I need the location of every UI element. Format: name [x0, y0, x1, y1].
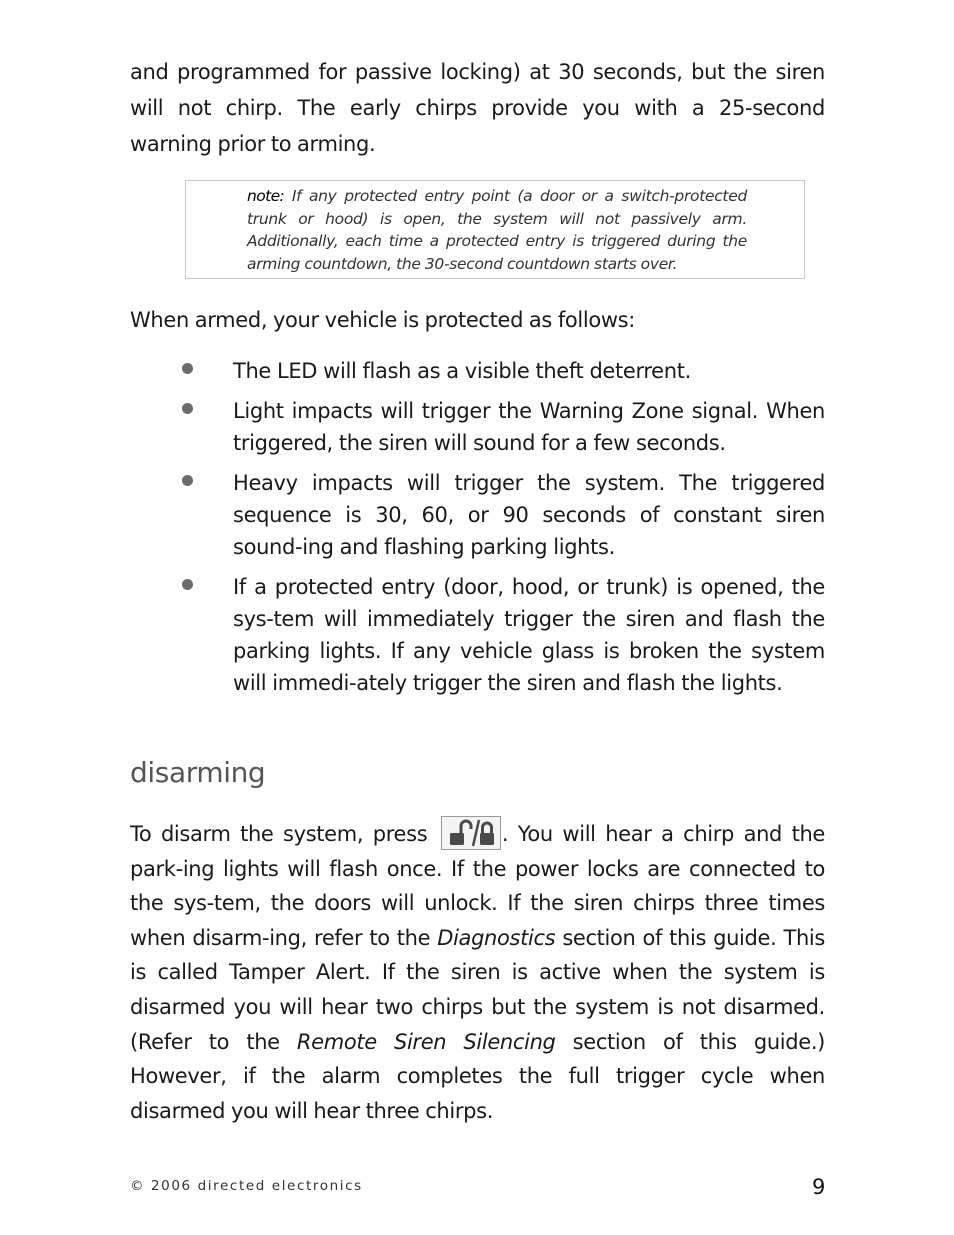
disarm-text-part: section of this guide.) However, if the alarm completes the full trigger cycle when disarmed you will hear three chirps.	[130, 1029, 825, 1123]
disarm-text-part: . You will hear a chirp and the park-ing lights will flash once. If the power locks are connected to the sys-tem, the doors will unlock. If the siren chirps three times when disarm-ing, refer to the	[130, 822, 825, 950]
list-item: The LED will flash as a visible theft deterrent.	[233, 359, 691, 383]
intro-paragraph: and programmed for passive locking) at 30 seconds, but the siren will not chirp. The early chirps provide you with a 25-second warning prior to arming.	[130, 60, 825, 156]
section-heading-disarming: disarming	[130, 756, 266, 789]
armed-lead-paragraph: When armed, your vehicle is protected as follows:	[130, 308, 635, 332]
bullet-dot-icon	[182, 363, 193, 374]
note-body: If any protected entry point (a door or a switch-protected trunk or hood) is open, the system will not passively arm. Additionally, each time a protected entry is triggered during the arming countdown, the 30-second countdown starts over.	[247, 187, 747, 273]
note-box	[185, 180, 805, 279]
remote-siren-reference: Remote Siren Silencing	[296, 1029, 556, 1054]
bullet-dot-icon	[182, 579, 193, 590]
footer-copyright: © 2006 directed electronics	[130, 1178, 363, 1194]
bullet-dot-icon	[182, 403, 193, 414]
list-item: If a protected entry (door, hood, or trunk) is opened, the sys-tem will immediately trigger the siren and flash the parking lights. If any vehicle glass is broken the system will immedi-ately trigger the siren and flash the lights.	[233, 575, 825, 695]
note-label: note:	[247, 187, 285, 205]
bullet-dot-icon	[182, 475, 193, 486]
note-text-block	[247, 185, 747, 275]
disarming-paragraph	[130, 816, 825, 1128]
list-item: Light impacts will trigger the Warning Zone signal. When triggered, the siren will sound for a few seconds.	[233, 399, 825, 455]
disarm-text-part: To disarm the system, press	[130, 822, 437, 846]
list-item: Heavy impacts will trigger the system. The triggered sequence is 30, 60, or 90 seconds of constant siren sound-ing and flashing parking lights.	[233, 471, 825, 559]
lock-unlock-icon	[441, 816, 501, 850]
disarm-text-part: section of this guide. This is called Tamper Alert. If the siren is active when the system is disarmed you will hear two chirps but the system is not disarmed. (Refer to the	[130, 925, 825, 1054]
page-number: 9	[812, 1175, 826, 1199]
diagnostics-reference: Diagnostics	[437, 925, 556, 950]
